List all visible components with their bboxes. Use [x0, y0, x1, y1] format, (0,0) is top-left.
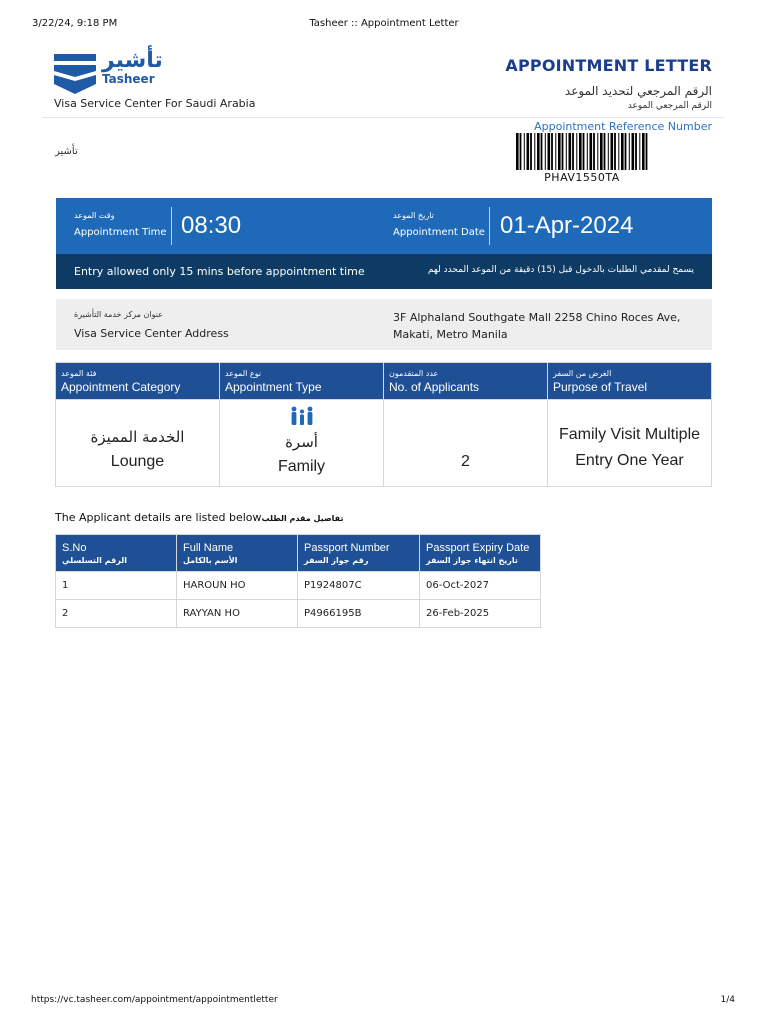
type-arabic: أسرة: [285, 433, 318, 451]
barcode-bar: [583, 133, 585, 170]
print-datetime: 3/22/24, 9:18 PM: [32, 18, 118, 29]
barcode-bar: [611, 133, 614, 170]
address-label-arabic: عنوان مركز خدمة التأشيرة: [74, 310, 163, 319]
header-category: [56, 363, 220, 400]
header-applicants-label: No. of Applicants: [389, 380, 480, 394]
category-cell: [56, 400, 220, 487]
page-number: 1/4: [720, 995, 735, 1005]
barcode-bar: [534, 133, 535, 170]
header-purpose-arabic: الغرض من السفر: [553, 369, 612, 378]
applicants-count: 2: [461, 453, 470, 470]
barcode-bar: [635, 133, 637, 170]
header-passport-expiry-label: Passport Expiry Date: [426, 542, 530, 554]
barcode-bar: [527, 133, 530, 170]
row-passport-number: P4966195B: [298, 600, 420, 628]
header-applicants: [384, 363, 548, 400]
table-row: [56, 572, 541, 600]
address-label: Visa Service Center Address: [74, 327, 229, 340]
purpose-line-1: Family Visit Multiple: [558, 426, 701, 443]
date-label-arabic: تاريخ الموعد: [393, 211, 434, 220]
barcode-bar: [642, 133, 645, 170]
purpose-line-2: Entry One Year: [575, 452, 684, 469]
barcode-bar: [572, 133, 574, 170]
time-divider: [171, 207, 172, 245]
barcode-bar: [587, 133, 588, 170]
date-divider: [489, 207, 490, 245]
barcode-bar: [632, 133, 635, 170]
print-page-title: Tasheer :: Appointment Letter: [309, 18, 459, 29]
brand-subtitle: Visa Service Center For Saudi Arabia: [54, 97, 256, 110]
category-arabic: الخدمة المميزة: [90, 428, 185, 446]
row-passport-number: P1924807C: [298, 572, 420, 600]
barcode-bar: [621, 133, 624, 170]
header-applicants-arabic: عدد المتقدمون: [389, 369, 439, 378]
header-divider: [42, 117, 724, 118]
time-label: Appointment Time: [74, 227, 167, 238]
barcode-bar: [520, 133, 522, 170]
reference-label-arabic-small: الرقم المرجعي الموعد: [627, 101, 712, 111]
purpose-cell: [548, 400, 712, 487]
barcode-bar: [629, 133, 630, 170]
header-sno-label: S.No: [62, 542, 87, 554]
barcode-bar: [537, 133, 540, 170]
barcode-bar: [646, 133, 648, 170]
header-passport-expiry: [420, 535, 541, 572]
barcode-bar: [618, 133, 619, 170]
applicants-heading-text: The Applicant details are listed below: [55, 511, 262, 524]
barcode-bar: [545, 133, 546, 170]
header-sno: [56, 535, 177, 572]
appointment-details-header: [56, 363, 712, 400]
header-passport-number-label: Passport Number: [304, 542, 390, 554]
header-type: [220, 363, 384, 400]
brand-name-arabic: تأشير: [102, 48, 163, 73]
header-type-arabic: نوع الموعد: [225, 369, 262, 378]
applicants-cell: [384, 400, 548, 487]
header-sno-arabic: الرقم التسلسلي: [62, 556, 127, 565]
reference-number: PHAV1550TA: [544, 171, 620, 184]
header-type-label: Appointment Type: [225, 380, 322, 394]
header-full-name: [177, 535, 298, 572]
barcode-bar: [555, 133, 556, 170]
header-category-label: Appointment Category: [61, 380, 181, 394]
barcode-bar: [600, 133, 603, 170]
brand-name: Tasheer: [102, 72, 155, 86]
barcode-bar: [551, 133, 553, 170]
barcode-bar: [590, 133, 593, 170]
header-passport-number: [298, 535, 420, 572]
barcode-bar: [639, 133, 640, 170]
barcode-bar: [558, 133, 561, 170]
row-full-name: HAROUN HO: [177, 572, 298, 600]
header-full-name-arabic: الأسم بالكامل: [183, 556, 238, 565]
header-passport-expiry-arabic: تاريخ انتهاء جواز السفر: [426, 556, 518, 565]
appointment-date: 01-Apr-2024: [500, 212, 634, 239]
entry-note-band: [56, 254, 712, 289]
address-line-2: Makati, Metro Manila: [393, 328, 508, 341]
family-icon: [290, 406, 314, 426]
applicants-table: [55, 534, 541, 628]
address-box: [56, 299, 712, 350]
barcode-bar: [524, 133, 525, 170]
appointment-details-table: [55, 362, 712, 487]
applicants-table-header: [56, 535, 541, 572]
applicants-heading-arabic: تفاصيل مقدم الطلب: [261, 514, 344, 523]
barcode-bar: [608, 133, 609, 170]
appointment-details-row: [56, 400, 712, 487]
row-passport-expiry: 06-Oct-2027: [420, 572, 541, 600]
reference-label: Appointment Reference Number: [534, 120, 712, 133]
barcode-bar: [562, 133, 564, 170]
header-purpose: [548, 363, 712, 400]
barcode-bar: [614, 133, 616, 170]
barcode-bar: [593, 133, 595, 170]
type-cell: [220, 400, 384, 487]
row-full-name: RAYYAN HO: [177, 600, 298, 628]
appointment-time: 08:30: [181, 212, 242, 239]
time-label-arabic: وقت الموعد: [74, 211, 115, 220]
barcode-bar: [530, 133, 532, 170]
barcode-bar: [541, 133, 543, 170]
date-label: Appointment Date: [393, 227, 485, 238]
barcode-bar: [604, 133, 606, 170]
reference-label-arabic: الرقم المرجعي لتحديد الموعد: [564, 84, 712, 98]
address-value: [393, 309, 693, 343]
barcode-bar: [566, 133, 567, 170]
barcode-bar: [569, 133, 572, 170]
brand-name-arabic-small: تأشير: [55, 146, 78, 157]
row-sno: 2: [56, 600, 177, 628]
entry-note-arabic: يسمح لمقدمي الطلبات بالدخول قبل (15) دقيقة من الموعد المحدد لهم: [427, 265, 694, 275]
barcode-bar: [597, 133, 598, 170]
entry-note: Entry allowed only 15 mins before appointment time: [74, 265, 365, 278]
barcode-bar: [516, 133, 519, 170]
header-passport-number-arabic: رقم جواز السفر: [304, 556, 369, 565]
barcode-bar: [579, 133, 582, 170]
header-purpose-label: Purpose of Travel: [553, 380, 648, 394]
footer-url: https://vc.tasheer.com/appointment/appointmentletter: [31, 995, 278, 1005]
letter-title: APPOINTMENT LETTER: [505, 56, 712, 75]
barcode-bar: [548, 133, 551, 170]
applicants-heading: [55, 511, 343, 524]
barcode-bar: [625, 133, 627, 170]
header-category-arabic: فئة الموعد: [61, 369, 97, 378]
reference-barcode: [515, 133, 649, 170]
barcode-bar: [576, 133, 577, 170]
appointment-band: [56, 198, 712, 254]
row-sno: 1: [56, 572, 177, 600]
tasheer-logo-icon: [54, 54, 96, 94]
table-row: [56, 600, 541, 628]
header-full-name-label: Full Name: [183, 542, 234, 554]
address-line-1: 3F Alphaland Southgate Mall 2258 Chino Roces Ave,: [393, 311, 681, 324]
row-passport-expiry: 26-Feb-2025: [420, 600, 541, 628]
type-value: Family: [277, 458, 326, 475]
category-value: Lounge: [110, 453, 165, 470]
